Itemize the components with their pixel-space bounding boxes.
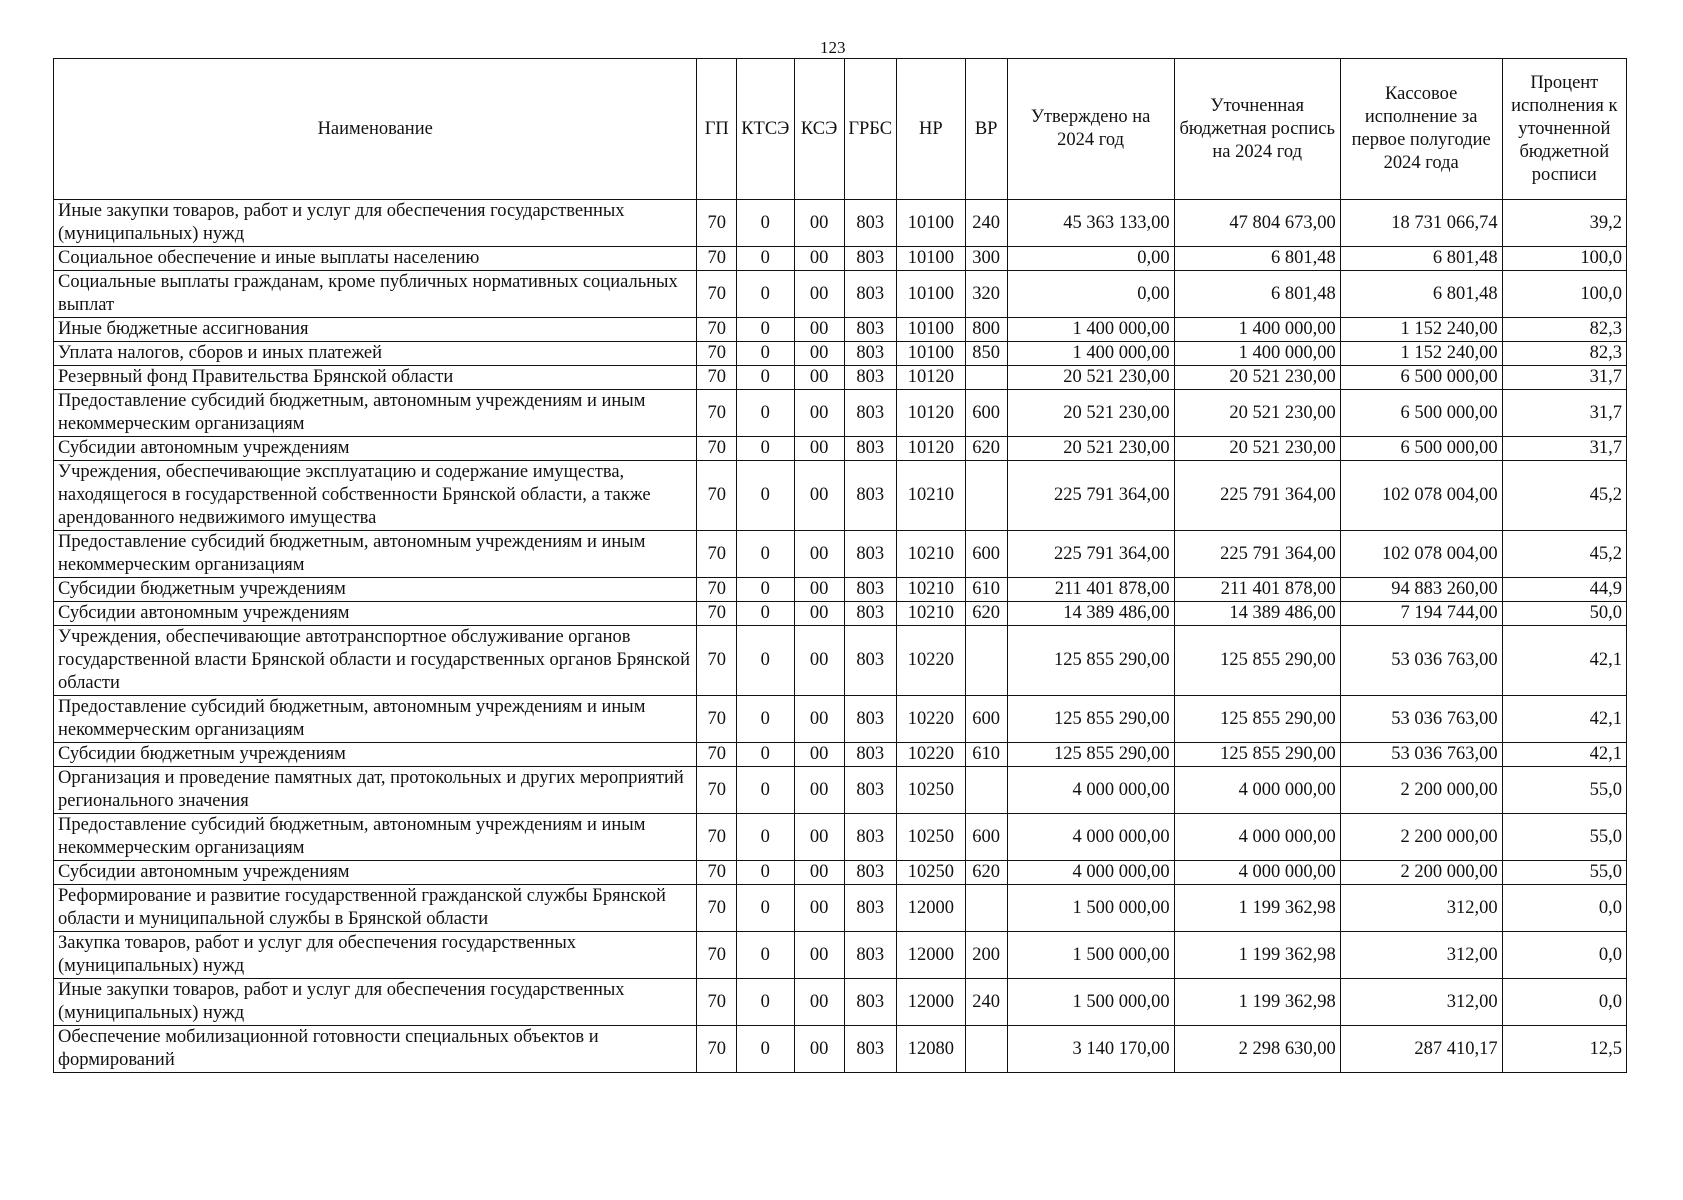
- cell-nr: 10120: [896, 390, 965, 437]
- cell-approved: 225 791 364,00: [1007, 531, 1174, 578]
- header-gp: ГП: [697, 59, 737, 200]
- table-row: [54, 932, 1627, 979]
- cell-refined: 1 199 362,98: [1174, 979, 1340, 1026]
- cell-grbs: 803: [844, 696, 896, 743]
- table-row: [54, 578, 1627, 602]
- cell-nr: 10220: [896, 696, 965, 743]
- cell-vr: 600: [965, 814, 1007, 861]
- header-approved: Утверждено на 2024 год: [1007, 59, 1174, 200]
- cell-gp: 70: [697, 200, 737, 247]
- cell-grbs: 803: [844, 578, 896, 602]
- cell-ktse: 0: [737, 531, 794, 578]
- cell-name: Иные бюджетные ассигнования: [54, 318, 697, 342]
- cell-percent: 0,0: [1502, 979, 1626, 1026]
- cell-grbs: 803: [844, 342, 896, 366]
- table-row: [54, 602, 1627, 626]
- cell-nr: 10210: [896, 461, 965, 531]
- header-refined: Уточненная бюджетная роспись на 2024 год: [1174, 59, 1340, 200]
- cell-cash: 6 500 000,00: [1340, 437, 1502, 461]
- cell-percent: 0,0: [1502, 885, 1626, 932]
- cell-vr: 240: [965, 979, 1007, 1026]
- cell-vr: 240: [965, 200, 1007, 247]
- cell-ktse: 0: [737, 885, 794, 932]
- cell-percent: 100,0: [1502, 247, 1626, 271]
- cell-vr: 600: [965, 531, 1007, 578]
- cell-vr: 600: [965, 390, 1007, 437]
- cell-kse: 00: [794, 979, 844, 1026]
- header-cash: Кассовое исполнение за первое полугодие 2024 года: [1340, 59, 1502, 200]
- cell-vr: [965, 1026, 1007, 1073]
- cell-grbs: 803: [844, 885, 896, 932]
- cell-ktse: 0: [737, 979, 794, 1026]
- cell-approved: 1 400 000,00: [1007, 318, 1174, 342]
- cell-kse: 00: [794, 531, 844, 578]
- cell-kse: 00: [794, 200, 844, 247]
- cell-approved: 45 363 133,00: [1007, 200, 1174, 247]
- cell-refined: 6 801,48: [1174, 271, 1340, 318]
- cell-cash: 53 036 763,00: [1340, 626, 1502, 696]
- cell-name: Субсидии бюджетным учреждениям: [54, 578, 697, 602]
- cell-cash: 312,00: [1340, 885, 1502, 932]
- cell-grbs: 803: [844, 318, 896, 342]
- cell-approved: 4 000 000,00: [1007, 767, 1174, 814]
- cell-nr: 10250: [896, 767, 965, 814]
- cell-approved: 20 521 230,00: [1007, 437, 1174, 461]
- cell-vr: 850: [965, 342, 1007, 366]
- cell-vr: [965, 626, 1007, 696]
- cell-cash: 312,00: [1340, 932, 1502, 979]
- cell-cash: 6 500 000,00: [1340, 390, 1502, 437]
- table-row: [54, 767, 1627, 814]
- cell-refined: 20 521 230,00: [1174, 366, 1340, 390]
- cell-vr: 300: [965, 247, 1007, 271]
- cell-refined: 125 855 290,00: [1174, 626, 1340, 696]
- cell-cash: 2 200 000,00: [1340, 767, 1502, 814]
- cell-cash: 53 036 763,00: [1340, 743, 1502, 767]
- cell-name: Уплата налогов, сборов и иных платежей: [54, 342, 697, 366]
- cell-grbs: 803: [844, 1026, 896, 1073]
- cell-approved: 1 400 000,00: [1007, 342, 1174, 366]
- cell-percent: 82,3: [1502, 318, 1626, 342]
- cell-kse: 00: [794, 743, 844, 767]
- cell-approved: 14 389 486,00: [1007, 602, 1174, 626]
- cell-vr: 610: [965, 578, 1007, 602]
- cell-refined: 225 791 364,00: [1174, 461, 1340, 531]
- cell-kse: 00: [794, 814, 844, 861]
- cell-percent: 31,7: [1502, 390, 1626, 437]
- cell-refined: 211 401 878,00: [1174, 578, 1340, 602]
- cell-vr: [965, 461, 1007, 531]
- cell-refined: 2 298 630,00: [1174, 1026, 1340, 1073]
- cell-percent: 82,3: [1502, 342, 1626, 366]
- cell-gp: 70: [697, 531, 737, 578]
- cell-refined: 4 000 000,00: [1174, 814, 1340, 861]
- cell-ktse: 0: [737, 814, 794, 861]
- cell-kse: 00: [794, 861, 844, 885]
- cell-percent: 42,1: [1502, 696, 1626, 743]
- cell-refined: 1 199 362,98: [1174, 932, 1340, 979]
- cell-grbs: 803: [844, 461, 896, 531]
- cell-percent: 31,7: [1502, 366, 1626, 390]
- cell-cash: 102 078 004,00: [1340, 461, 1502, 531]
- cell-kse: 00: [794, 366, 844, 390]
- table-row: [54, 271, 1627, 318]
- cell-kse: 00: [794, 342, 844, 366]
- cell-vr: 620: [965, 861, 1007, 885]
- header-name: Наименование: [54, 59, 697, 200]
- cell-name: Субсидии автономным учреждениям: [54, 437, 697, 461]
- cell-ktse: 0: [737, 861, 794, 885]
- cell-ktse: 0: [737, 578, 794, 602]
- cell-gp: 70: [697, 366, 737, 390]
- table-row: [54, 318, 1627, 342]
- cell-nr: 10220: [896, 743, 965, 767]
- cell-percent: 45,2: [1502, 531, 1626, 578]
- cell-gp: 70: [697, 390, 737, 437]
- table-row: [54, 461, 1627, 531]
- cell-nr: 10100: [896, 247, 965, 271]
- cell-gp: 70: [697, 696, 737, 743]
- cell-percent: 31,7: [1502, 437, 1626, 461]
- cell-approved: 4 000 000,00: [1007, 861, 1174, 885]
- cell-kse: 00: [794, 271, 844, 318]
- cell-cash: 312,00: [1340, 979, 1502, 1026]
- cell-vr: [965, 767, 1007, 814]
- cell-nr: 12000: [896, 885, 965, 932]
- cell-percent: 100,0: [1502, 271, 1626, 318]
- cell-nr: 10210: [896, 578, 965, 602]
- cell-percent: 42,1: [1502, 626, 1626, 696]
- cell-nr: 12080: [896, 1026, 965, 1073]
- table-row: [54, 885, 1627, 932]
- cell-nr: 10120: [896, 437, 965, 461]
- cell-gp: 70: [697, 247, 737, 271]
- cell-gp: 70: [697, 932, 737, 979]
- cell-grbs: 803: [844, 767, 896, 814]
- cell-gp: 70: [697, 342, 737, 366]
- cell-kse: 00: [794, 602, 844, 626]
- cell-name: Учреждения, обеспечивающие автотранспортное обслуживание органов государственной власти Брянской области и государственных органов Брянской области: [54, 626, 697, 696]
- cell-approved: 1 500 000,00: [1007, 932, 1174, 979]
- cell-cash: 6 500 000,00: [1340, 366, 1502, 390]
- header-nr: НР: [896, 59, 965, 200]
- cell-gp: 70: [697, 1026, 737, 1073]
- cell-name: Социальные выплаты гражданам, кроме публичных нормативных социальных выплат: [54, 271, 697, 318]
- cell-nr: 12000: [896, 979, 965, 1026]
- cell-refined: 20 521 230,00: [1174, 437, 1340, 461]
- cell-grbs: 803: [844, 861, 896, 885]
- cell-cash: 2 200 000,00: [1340, 814, 1502, 861]
- cell-nr: 10210: [896, 602, 965, 626]
- cell-cash: 102 078 004,00: [1340, 531, 1502, 578]
- header-grbs: ГРБС: [844, 59, 896, 200]
- cell-refined: 20 521 230,00: [1174, 390, 1340, 437]
- cell-refined: 125 855 290,00: [1174, 696, 1340, 743]
- cell-percent: 42,1: [1502, 743, 1626, 767]
- cell-vr: 610: [965, 743, 1007, 767]
- cell-refined: 14 389 486,00: [1174, 602, 1340, 626]
- table-header-row: [54, 59, 1627, 200]
- cell-name: Предоставление субсидий бюджетным, автономным учреждениям и иным некоммерческим организациям: [54, 696, 697, 743]
- cell-ktse: 0: [737, 602, 794, 626]
- cell-refined: 1 199 362,98: [1174, 885, 1340, 932]
- cell-percent: 39,2: [1502, 200, 1626, 247]
- cell-ktse: 0: [737, 200, 794, 247]
- cell-approved: 1 500 000,00: [1007, 979, 1174, 1026]
- page-number: 123: [820, 38, 846, 57]
- cell-nr: 10100: [896, 271, 965, 318]
- table-row: [54, 437, 1627, 461]
- table-row: [54, 200, 1627, 247]
- cell-gp: 70: [697, 814, 737, 861]
- cell-nr: 10100: [896, 318, 965, 342]
- cell-approved: 1 500 000,00: [1007, 885, 1174, 932]
- cell-vr: 200: [965, 932, 1007, 979]
- cell-kse: 00: [794, 696, 844, 743]
- table-body: [54, 200, 1627, 1073]
- cell-grbs: 803: [844, 932, 896, 979]
- cell-kse: 00: [794, 318, 844, 342]
- cell-vr: 320: [965, 271, 1007, 318]
- cell-ktse: 0: [737, 390, 794, 437]
- cell-kse: 00: [794, 390, 844, 437]
- cell-grbs: 803: [844, 531, 896, 578]
- cell-grbs: 803: [844, 626, 896, 696]
- cell-name: Организация и проведение памятных дат, протокольных и других мероприятий регионального значения: [54, 767, 697, 814]
- table-row: [54, 814, 1627, 861]
- cell-kse: 00: [794, 461, 844, 531]
- cell-name: Учреждения, обеспечивающие эксплуатацию и содержание имущества, находящегося в государственной собственности Брянской области, а также арендованного недвижимого имущества: [54, 461, 697, 531]
- cell-refined: 47 804 673,00: [1174, 200, 1340, 247]
- cell-name: Предоставление субсидий бюджетным, автономным учреждениям и иным некоммерческим организациям: [54, 531, 697, 578]
- cell-kse: 00: [794, 437, 844, 461]
- cell-gp: 70: [697, 578, 737, 602]
- cell-ktse: 0: [737, 271, 794, 318]
- cell-ktse: 0: [737, 743, 794, 767]
- cell-ktse: 0: [737, 1026, 794, 1073]
- cell-name: Закупка товаров, работ и услуг для обеспечения государственных (муниципальных) нужд: [54, 932, 697, 979]
- cell-grbs: 803: [844, 366, 896, 390]
- table-row: [54, 342, 1627, 366]
- cell-cash: 2 200 000,00: [1340, 861, 1502, 885]
- cell-percent: 55,0: [1502, 814, 1626, 861]
- cell-kse: 00: [794, 247, 844, 271]
- cell-percent: 50,0: [1502, 602, 1626, 626]
- cell-ktse: 0: [737, 342, 794, 366]
- cell-cash: 18 731 066,74: [1340, 200, 1502, 247]
- cell-approved: 4 000 000,00: [1007, 814, 1174, 861]
- cell-refined: 1 400 000,00: [1174, 318, 1340, 342]
- cell-ktse: 0: [737, 437, 794, 461]
- cell-grbs: 803: [844, 743, 896, 767]
- cell-approved: 225 791 364,00: [1007, 461, 1174, 531]
- table-row: [54, 366, 1627, 390]
- header-kse: КСЭ: [794, 59, 844, 200]
- cell-nr: 10210: [896, 531, 965, 578]
- cell-nr: 10100: [896, 342, 965, 366]
- cell-grbs: 803: [844, 271, 896, 318]
- cell-vr: 600: [965, 696, 1007, 743]
- cell-grbs: 803: [844, 437, 896, 461]
- cell-cash: 1 152 240,00: [1340, 318, 1502, 342]
- cell-cash: 53 036 763,00: [1340, 696, 1502, 743]
- cell-name: Социальное обеспечение и иные выплаты населению: [54, 247, 697, 271]
- cell-gp: 70: [697, 271, 737, 318]
- cell-name: Иные закупки товаров, работ и услуг для обеспечения государственных (муниципальных) нужд: [54, 979, 697, 1026]
- cell-name: Резервный фонд Правительства Брянской области: [54, 366, 697, 390]
- table-row: [54, 743, 1627, 767]
- cell-approved: 3 140 170,00: [1007, 1026, 1174, 1073]
- cell-grbs: 803: [844, 247, 896, 271]
- cell-name: Реформирование и развитие государственной гражданской службы Брянской области и муниципальной службы в Брянской области: [54, 885, 697, 932]
- cell-grbs: 803: [844, 979, 896, 1026]
- cell-grbs: 803: [844, 602, 896, 626]
- cell-kse: 00: [794, 1026, 844, 1073]
- cell-kse: 00: [794, 578, 844, 602]
- cell-ktse: 0: [737, 696, 794, 743]
- cell-refined: 225 791 364,00: [1174, 531, 1340, 578]
- cell-percent: 12,5: [1502, 1026, 1626, 1073]
- cell-cash: 1 152 240,00: [1340, 342, 1502, 366]
- cell-name: Субсидии бюджетным учреждениям: [54, 743, 697, 767]
- cell-ktse: 0: [737, 932, 794, 979]
- cell-gp: 70: [697, 979, 737, 1026]
- cell-percent: 55,0: [1502, 861, 1626, 885]
- cell-refined: 4 000 000,00: [1174, 861, 1340, 885]
- cell-cash: 6 801,48: [1340, 271, 1502, 318]
- cell-percent: 55,0: [1502, 767, 1626, 814]
- cell-ktse: 0: [737, 318, 794, 342]
- budget-table: [53, 58, 1627, 1073]
- cell-nr: 10250: [896, 814, 965, 861]
- header-vr: ВР: [965, 59, 1007, 200]
- cell-kse: 00: [794, 767, 844, 814]
- cell-name: Иные закупки товаров, работ и услуг для обеспечения государственных (муниципальных) нужд: [54, 200, 697, 247]
- table-row: [54, 1026, 1627, 1073]
- table-row: [54, 861, 1627, 885]
- cell-kse: 00: [794, 885, 844, 932]
- table-row: [54, 247, 1627, 271]
- cell-ktse: 0: [737, 366, 794, 390]
- cell-vr: [965, 885, 1007, 932]
- cell-nr: 12000: [896, 932, 965, 979]
- cell-approved: 0,00: [1007, 271, 1174, 318]
- cell-gp: 70: [697, 318, 737, 342]
- cell-gp: 70: [697, 767, 737, 814]
- table-row: [54, 979, 1627, 1026]
- cell-name: Предоставление субсидий бюджетным, автономным учреждениям и иным некоммерческим организациям: [54, 390, 697, 437]
- cell-nr: 10120: [896, 366, 965, 390]
- cell-refined: 4 000 000,00: [1174, 767, 1340, 814]
- cell-vr: [965, 366, 1007, 390]
- cell-ktse: 0: [737, 247, 794, 271]
- cell-grbs: 803: [844, 814, 896, 861]
- cell-nr: 10220: [896, 626, 965, 696]
- cell-name: Субсидии автономным учреждениям: [54, 861, 697, 885]
- cell-ktse: 0: [737, 767, 794, 814]
- cell-approved: 20 521 230,00: [1007, 390, 1174, 437]
- table-row: [54, 696, 1627, 743]
- cell-gp: 70: [697, 602, 737, 626]
- cell-percent: 45,2: [1502, 461, 1626, 531]
- cell-gp: 70: [697, 861, 737, 885]
- cell-nr: 10100: [896, 200, 965, 247]
- cell-approved: 125 855 290,00: [1007, 696, 1174, 743]
- cell-grbs: 803: [844, 200, 896, 247]
- table-row: [54, 390, 1627, 437]
- cell-cash: 6 801,48: [1340, 247, 1502, 271]
- cell-percent: 44,9: [1502, 578, 1626, 602]
- cell-refined: 125 855 290,00: [1174, 743, 1340, 767]
- cell-kse: 00: [794, 626, 844, 696]
- cell-cash: 287 410,17: [1340, 1026, 1502, 1073]
- cell-approved: 211 401 878,00: [1007, 578, 1174, 602]
- table-row: [54, 626, 1627, 696]
- cell-grbs: 803: [844, 390, 896, 437]
- header-ktse: КТСЭ: [737, 59, 794, 200]
- cell-nr: 10250: [896, 861, 965, 885]
- cell-name: Предоставление субсидий бюджетным, автономным учреждениям и иным некоммерческим организациям: [54, 814, 697, 861]
- cell-refined: 6 801,48: [1174, 247, 1340, 271]
- cell-cash: 7 194 744,00: [1340, 602, 1502, 626]
- cell-vr: 620: [965, 602, 1007, 626]
- cell-gp: 70: [697, 626, 737, 696]
- cell-vr: 800: [965, 318, 1007, 342]
- cell-refined: 1 400 000,00: [1174, 342, 1340, 366]
- cell-gp: 70: [697, 461, 737, 531]
- cell-name: Субсидии автономным учреждениям: [54, 602, 697, 626]
- cell-approved: 125 855 290,00: [1007, 743, 1174, 767]
- cell-ktse: 0: [737, 626, 794, 696]
- cell-cash: 94 883 260,00: [1340, 578, 1502, 602]
- cell-approved: 125 855 290,00: [1007, 626, 1174, 696]
- cell-approved: 20 521 230,00: [1007, 366, 1174, 390]
- cell-gp: 70: [697, 743, 737, 767]
- cell-vr: 620: [965, 437, 1007, 461]
- cell-ktse: 0: [737, 461, 794, 531]
- cell-gp: 70: [697, 885, 737, 932]
- cell-percent: 0,0: [1502, 932, 1626, 979]
- cell-gp: 70: [697, 437, 737, 461]
- cell-kse: 00: [794, 932, 844, 979]
- cell-approved: 0,00: [1007, 247, 1174, 271]
- cell-name: Обеспечение мобилизационной готовности специальных объектов и формирований: [54, 1026, 697, 1073]
- table-row: [54, 531, 1627, 578]
- header-percent: Процент исполнения к уточненной бюджетной росписи: [1502, 59, 1626, 200]
